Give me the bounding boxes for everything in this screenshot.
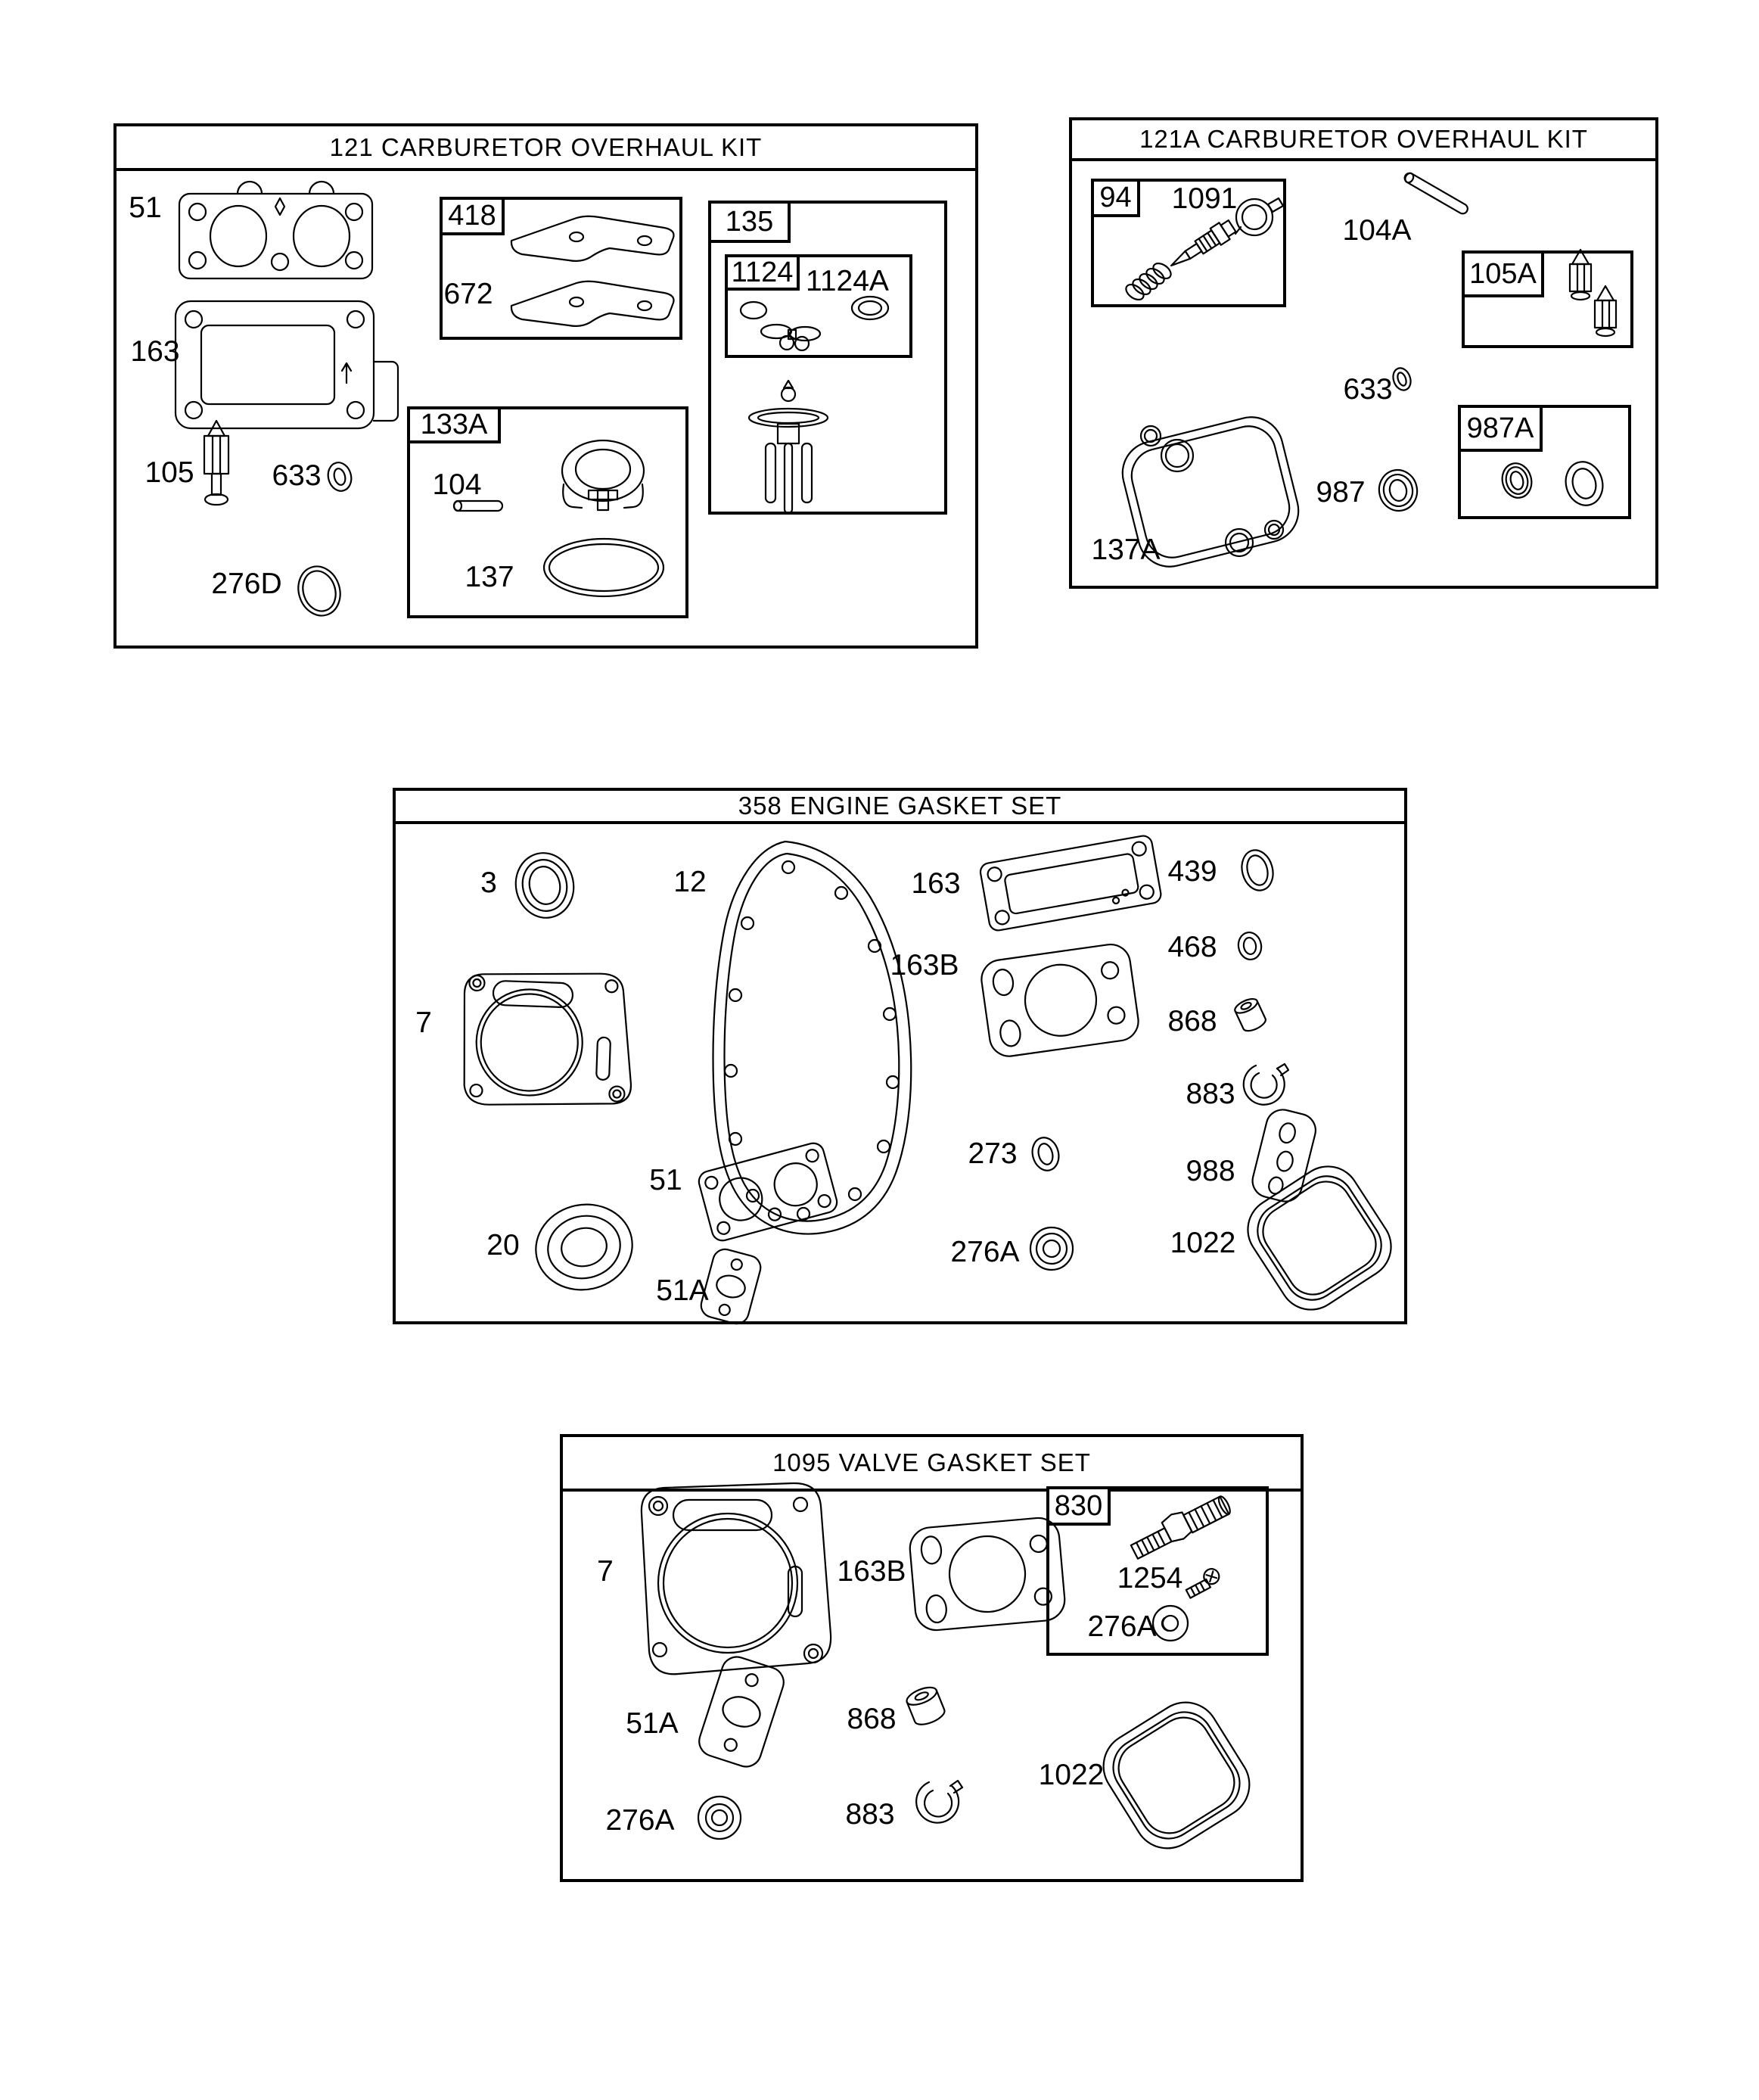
kit-box-105a xyxy=(1462,250,1633,348)
s121a-part-label-633: 633 xyxy=(1343,373,1393,406)
s121-part-label-672: 672 xyxy=(443,278,493,310)
kit-tag-105a: 105A xyxy=(1462,250,1544,297)
kit-tag-135: 135 xyxy=(708,201,791,243)
s358-part-label-7: 7 xyxy=(415,1006,432,1039)
kit-tag-1124: 1124 xyxy=(725,254,800,291)
s358-part-label-988: 988 xyxy=(1186,1155,1235,1187)
s1095-part-label-1022: 1022 xyxy=(1038,1759,1105,1791)
s1095-part-label-7: 7 xyxy=(597,1555,614,1588)
s121-part-label-104: 104 xyxy=(432,468,482,501)
s358-part-label-883: 883 xyxy=(1186,1078,1235,1110)
kit-tag-830: 830 xyxy=(1046,1486,1111,1526)
kit-box-987a xyxy=(1458,405,1631,519)
section-1095-title: 1095 VALVE GASKET SET xyxy=(563,1437,1301,1492)
s1095-part-label-1254: 1254 xyxy=(1117,1562,1183,1594)
s358-part-label-163: 163 xyxy=(911,867,961,900)
section-121a-title: 121A CARBURETOR OVERHAUL KIT xyxy=(1072,120,1655,161)
section-358-title: 358 ENGINE GASKET SET xyxy=(396,791,1404,824)
s358-part-label-468: 468 xyxy=(1167,931,1217,963)
s1095-part-label-276a-kit: 276A xyxy=(1087,1610,1157,1643)
s358-part-label-1022: 1022 xyxy=(1170,1227,1236,1259)
s1095-part-label-276a: 276A xyxy=(605,1804,675,1837)
s358-part-label-273: 273 xyxy=(968,1137,1018,1170)
s358-part-label-51: 51 xyxy=(649,1164,682,1196)
s121a-part-label-987: 987 xyxy=(1316,476,1366,509)
s1095-part-label-51a: 51A xyxy=(626,1707,679,1740)
s121-part-label-633: 633 xyxy=(272,459,322,492)
s1095-part-label-868: 868 xyxy=(847,1703,897,1735)
kit-tag-133a: 133A xyxy=(407,406,501,443)
kit-box-133a xyxy=(407,406,688,618)
s358-part-label-163b: 163B xyxy=(890,949,959,982)
s358-part-label-12: 12 xyxy=(673,866,707,898)
s121-part-label-137: 137 xyxy=(465,561,514,593)
s121a-part-label-104a: 104A xyxy=(1342,214,1412,247)
kit-box-418 xyxy=(440,197,682,340)
s121a-part-label-1091: 1091 xyxy=(1171,182,1238,215)
s121-part-label-51: 51 xyxy=(129,191,162,224)
s358-part-label-20: 20 xyxy=(486,1229,520,1262)
s121-part-label-1124a: 1124A xyxy=(806,265,889,297)
s1095-part-label-883: 883 xyxy=(845,1798,895,1831)
s1095-part-label-163b: 163B xyxy=(837,1555,906,1588)
s358-part-label-868: 868 xyxy=(1167,1005,1217,1038)
kit-tag-987a: 987A xyxy=(1458,405,1543,452)
s358-part-label-3: 3 xyxy=(480,866,497,899)
kit-tag-94: 94 xyxy=(1091,179,1140,217)
s121-part-label-105: 105 xyxy=(145,456,194,489)
s358-part-label-51a: 51A xyxy=(656,1274,709,1307)
section-358-engine-gasket-set xyxy=(393,788,1407,1324)
s358-part-label-439: 439 xyxy=(1167,855,1217,888)
s358-part-label-276a: 276A xyxy=(950,1236,1020,1268)
s121-part-label-163: 163 xyxy=(130,335,180,368)
kit-tag-418: 418 xyxy=(440,197,505,235)
s121a-part-label-137a: 137A xyxy=(1091,534,1161,566)
section-121-title: 121 CARBURETOR OVERHAUL KIT xyxy=(117,126,975,171)
s121-part-label-276d: 276D xyxy=(211,568,282,600)
